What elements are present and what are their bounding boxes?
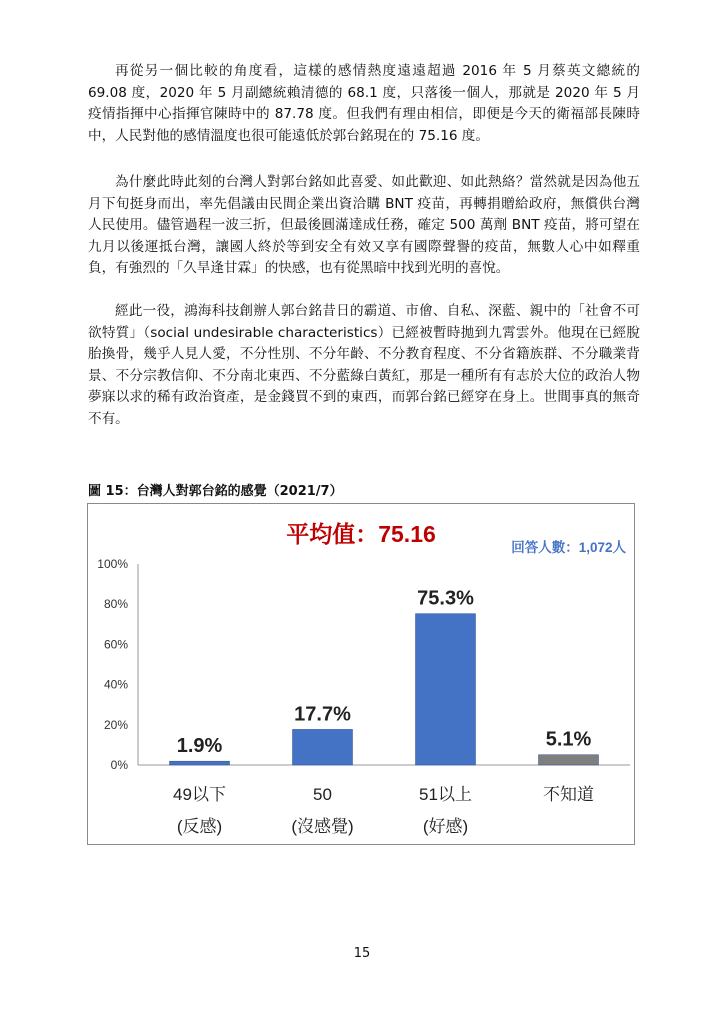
paragraph-2: 為什麼此時此刻的台灣人對郭台銘如此喜愛、如此歡迎、如此熱絡？當然就是因為他五月下旬挺身而出，率先倡議由民間企業出資洽購 BNT 疫苗，再轉捐贈給政府，無償供台灣人民使用。儘管過程一波三折，但最後圓滿達成任務，確定 500 萬劑 BNT 疫苗，將可望在九月以後運抵台灣，讓國人終於等到安全有效又享有國際聲譽的疫苗，無數人心中如釋重負，有強烈的「久旱逢甘霖」的快感，也有從黑暗中找到光明的喜悅。 — [88, 174, 640, 277]
x-tick-label: 不知道 — [543, 785, 594, 804]
bar — [170, 761, 230, 765]
chart-frame — [87, 503, 635, 845]
page-number: 15 — [353, 946, 371, 961]
y-tick-label: 40% — [103, 677, 128, 692]
x-tick-label: 49以下 — [173, 785, 226, 804]
bar-value-label: 75.3% — [417, 587, 474, 610]
bar-value-label: 17.7% — [294, 703, 351, 726]
chart-subtitle: 回答人數：1,072人 — [511, 540, 626, 555]
y-tick-label: 60% — [103, 637, 128, 652]
y-tick-label: 80% — [103, 597, 128, 612]
bar-value-label: 1.9% — [176, 735, 223, 758]
x-tick-sublabel: (沒感覺) — [291, 817, 354, 836]
bar — [539, 755, 599, 765]
x-tick-sublabel: (反感) — [176, 817, 223, 836]
paragraph-1: 再從另一個比較的角度看，這樣的感情熱度遠遠超過 2016 年 5 月蔡英文總統的 69.08 度，2020 年 5 月副總統賴清德的 68.1 度，只落後一個人，那就是 2020 年 5 月疫情指揮中心指揮官陳時中的 87.78 度。但我們有理由相信，即便是今天的衛福部長陳時中，人民對他的感情溫度也很可能遠低於郭台銘現在的 75.16 度。 — [88, 63, 640, 144]
paragraph-3: 經此一役，鴻海科技創辦人郭台銘昔日的霸道、市儈、自私、深藍、親中的「社會不可欲特質」（social undesirable characteristics）已經被暫時拋到九霄雲外。他現在已經脫胎換骨，幾乎人見人愛，不分性別、不分年齡、不分教育程度、不分省籍族群、不分職業背景、不分宗教信仰、不分南北東西、不分藍綠白黃紅，那是一種所有有志於大位的政治人物夢寐以求的稀有政治資產，是金錢買不到的東西，而郭台銘已經穿在身上。世間事真的無奇不有。 — [88, 303, 640, 427]
bar — [416, 614, 476, 765]
x-tick-label: 51以上 — [419, 785, 472, 804]
y-tick-label: 0% — [110, 758, 128, 772]
bar-chart — [88, 504, 634, 844]
figure-caption: 圖 15：台灣人對郭台銘的感覺（2021/7） — [88, 484, 343, 499]
chart-title: 平均值：75.16 — [286, 521, 436, 547]
y-tick-label: 100% — [97, 557, 128, 571]
bar-value-label: 5.1% — [545, 728, 592, 751]
y-tick-label: 20% — [103, 717, 128, 732]
bar — [293, 729, 353, 765]
x-tick-sublabel: (好感) — [422, 817, 469, 836]
x-tick-label: 50 — [313, 785, 332, 804]
